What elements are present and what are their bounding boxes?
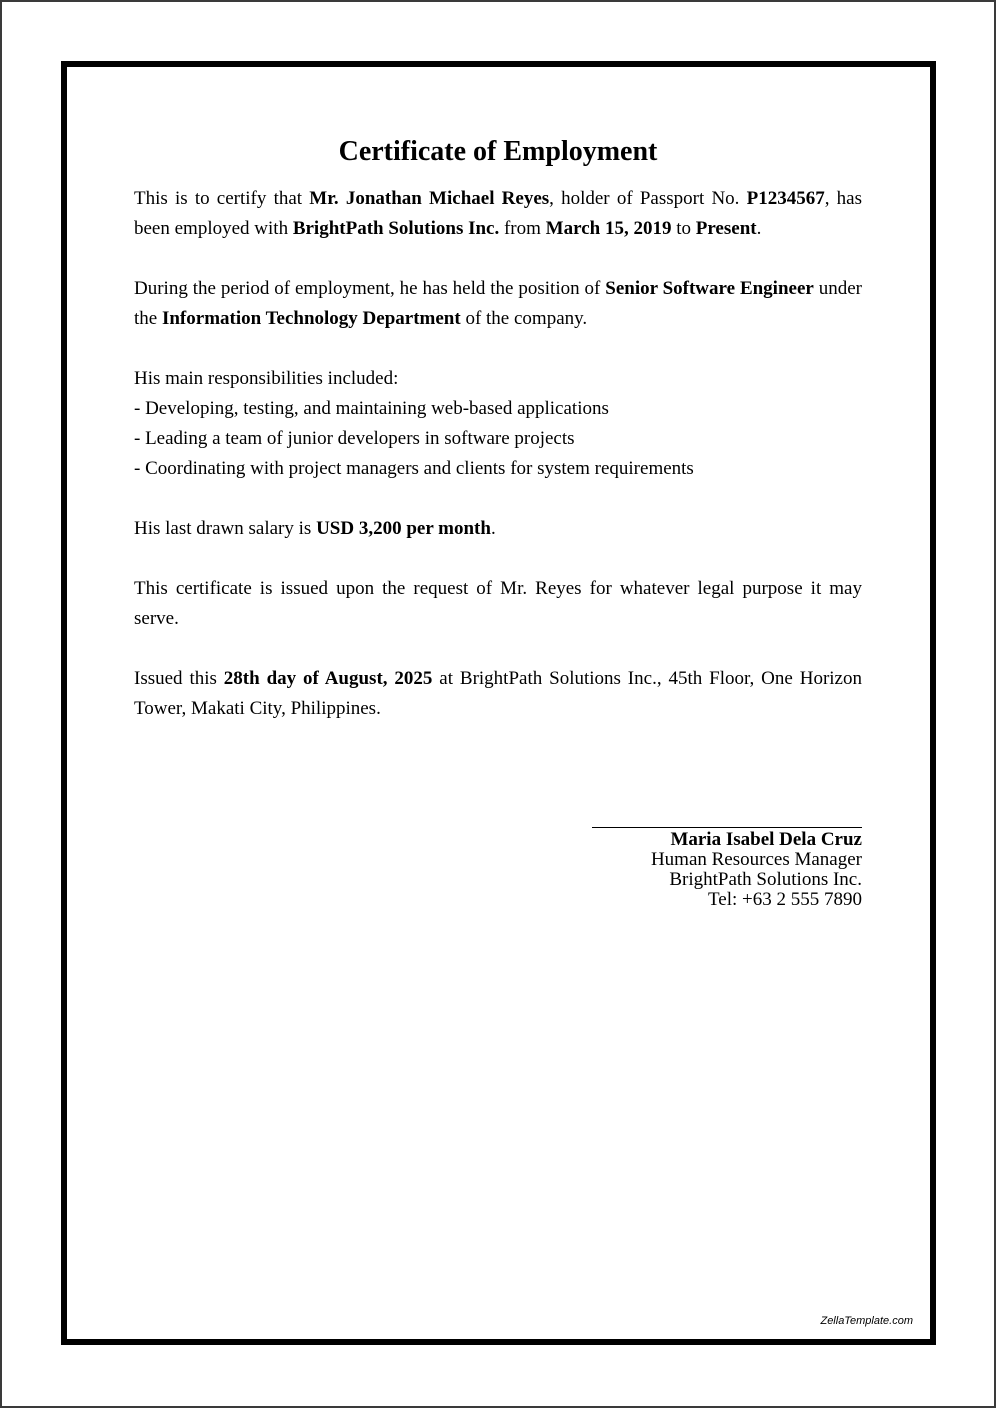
signatory-tel: Tel: +63 2 555 7890: [708, 889, 862, 910]
employee-name: Mr. Jonathan Michael Reyes: [309, 188, 550, 209]
list-item: - Coordinating with project managers and clients for system requirements: [134, 458, 694, 479]
position-paragraph: During the period of employment, he has held the position of Senior Software Engineer under the Information Technology Department of the company.: [134, 278, 862, 329]
signatory-company: BrightPath Solutions Inc.: [669, 869, 862, 890]
start-date: March 15, 2019: [545, 218, 672, 239]
certificate-body: [134, 184, 862, 754]
responsibilities-intro: His main responsibilities included:: [134, 368, 399, 389]
issue-date: 28th day of August, 2025: [223, 668, 433, 689]
list-item: - Leading a team of junior developers in software projects: [134, 428, 575, 449]
issued-paragraph: Issued this 28th day of August, 2025 at BrightPath Solutions Inc., 45th Floor, One Horizon Tower, Makati City, Philippines.: [134, 668, 862, 719]
passport-number: P1234567: [746, 188, 825, 209]
responsibilities-list: [134, 394, 862, 484]
end-date: Present: [695, 218, 757, 239]
list-item: - Developing, testing, and maintaining web-based applications: [134, 398, 609, 419]
signature-line: [592, 827, 862, 828]
signature-block: [592, 805, 862, 910]
department-name: Information Technology Department: [161, 308, 461, 329]
salary-paragraph: His last drawn salary is USD 3,200 per month.: [134, 518, 496, 539]
position-title: Senior Software Engineer: [605, 278, 814, 299]
company-name: BrightPath Solutions Inc.: [292, 218, 500, 239]
signatory-name: Maria Isabel Dela Cruz: [670, 829, 862, 850]
signatory-role: Human Resources Manager: [650, 849, 862, 870]
salary-amount: USD 3,200 per month: [316, 518, 491, 539]
employment-paragraph: This is to certify that Mr. Jonathan Michael Reyes, holder of Passport No. P1234567, has been employed with BrightPath Solutions Inc. from March 15, 2019 to Present.: [134, 188, 862, 239]
document-title: Certificate of Employment: [338, 136, 658, 167]
watermark: ZellaTemplate.com: [820, 1315, 913, 1327]
purpose-paragraph: This certificate is issued upon the request of Mr. Reyes for whatever legal purpose it may serve.: [134, 578, 862, 629]
